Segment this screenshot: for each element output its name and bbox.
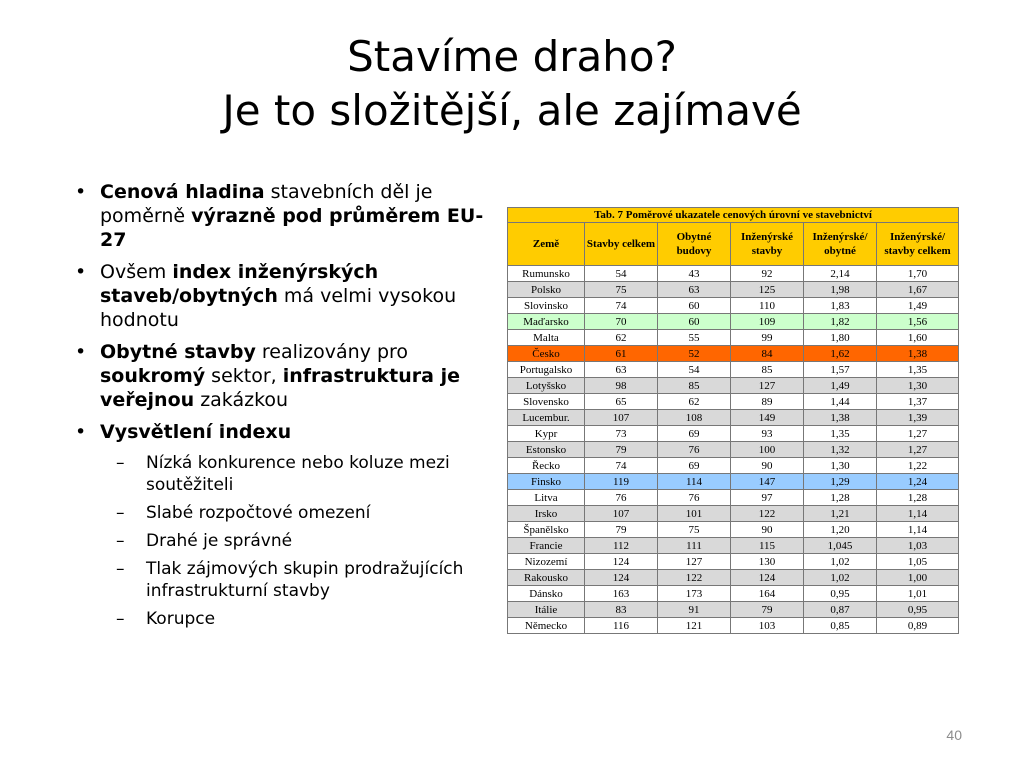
country-cell: Česko <box>508 346 585 362</box>
column-header: Stavby celkem <box>585 223 658 266</box>
value-cell: 1,24 <box>877 474 959 490</box>
value-cell: 99 <box>731 330 804 346</box>
value-cell: 85 <box>658 378 731 394</box>
value-cell: 0,85 <box>804 618 877 634</box>
value-cell: 114 <box>658 474 731 490</box>
table-row <box>508 330 959 346</box>
country-cell: Malta <box>508 330 585 346</box>
price-index-table <box>507 207 958 634</box>
value-cell: 1,30 <box>804 458 877 474</box>
value-cell: 75 <box>658 522 731 538</box>
value-cell: 122 <box>658 570 731 586</box>
value-cell: 85 <box>731 362 804 378</box>
value-cell: 1,38 <box>877 346 959 362</box>
value-cell: 89 <box>731 394 804 410</box>
value-cell: 1,20 <box>804 522 877 538</box>
value-cell: 1,00 <box>877 570 959 586</box>
value-cell: 116 <box>585 618 658 634</box>
value-cell: 1,30 <box>877 378 959 394</box>
value-cell: 98 <box>585 378 658 394</box>
table-row <box>508 522 959 538</box>
value-cell: 1,28 <box>804 490 877 506</box>
country-cell: Řecko <box>508 458 585 474</box>
page-number: 40 <box>946 727 962 743</box>
value-cell: 69 <box>658 426 731 442</box>
table-row <box>508 442 959 458</box>
value-cell: 1,35 <box>804 426 877 442</box>
sub-bullet: – Slabé rozpočtové omezení <box>75 502 495 524</box>
value-cell: 43 <box>658 266 731 282</box>
value-cell: 74 <box>585 458 658 474</box>
value-cell: 69 <box>658 458 731 474</box>
sub-bullet: – Nízká konkurence nebo koluze mezi soutěžiteli <box>75 452 495 496</box>
value-cell: 110 <box>731 298 804 314</box>
value-cell: 1,21 <box>804 506 877 522</box>
value-cell: 75 <box>585 282 658 298</box>
country-cell: Lucembur. <box>508 410 585 426</box>
country-cell: Itálie <box>508 602 585 618</box>
column-header: Obytné budovy <box>658 223 731 266</box>
value-cell: 112 <box>585 538 658 554</box>
value-cell: 0,95 <box>804 586 877 602</box>
value-cell: 163 <box>585 586 658 602</box>
value-cell: 52 <box>658 346 731 362</box>
value-cell: 2,14 <box>804 266 877 282</box>
value-cell: 122 <box>731 506 804 522</box>
title-line-2: Je to složitější, ale zajímavé <box>222 86 802 135</box>
value-cell: 84 <box>731 346 804 362</box>
column-header: Inženýrské/ obytné <box>804 223 877 266</box>
value-cell: 127 <box>731 378 804 394</box>
table-row <box>508 474 959 490</box>
value-cell: 1,14 <box>877 506 959 522</box>
value-cell: 97 <box>731 490 804 506</box>
value-cell: 100 <box>731 442 804 458</box>
value-cell: 90 <box>731 458 804 474</box>
value-cell: 61 <box>585 346 658 362</box>
country-cell: Slovensko <box>508 394 585 410</box>
value-cell: 1,56 <box>877 314 959 330</box>
country-cell: Portugalsko <box>508 362 585 378</box>
country-cell: Polsko <box>508 282 585 298</box>
value-cell: 130 <box>731 554 804 570</box>
value-cell: 65 <box>585 394 658 410</box>
value-cell: 103 <box>731 618 804 634</box>
value-cell: 1,49 <box>877 298 959 314</box>
value-cell: 1,03 <box>877 538 959 554</box>
table-row <box>508 602 959 618</box>
sub-bullet: – Korupce <box>75 608 495 630</box>
value-cell: 90 <box>731 522 804 538</box>
value-cell: 1,38 <box>804 410 877 426</box>
value-cell: 1,82 <box>804 314 877 330</box>
value-cell: 127 <box>658 554 731 570</box>
value-cell: 1,27 <box>877 426 959 442</box>
value-cell: 1,44 <box>804 394 877 410</box>
table-row <box>508 378 959 394</box>
value-cell: 124 <box>585 554 658 570</box>
value-cell: 60 <box>658 298 731 314</box>
country-cell: Lotyšsko <box>508 378 585 394</box>
country-cell: Francie <box>508 538 585 554</box>
value-cell: 1,28 <box>877 490 959 506</box>
country-cell: Španělsko <box>508 522 585 538</box>
table-row <box>508 426 959 442</box>
value-cell: 125 <box>731 282 804 298</box>
value-cell: 1,39 <box>877 410 959 426</box>
country-cell: Nizozemí <box>508 554 585 570</box>
value-cell: 73 <box>585 426 658 442</box>
table-row <box>508 458 959 474</box>
value-cell: 149 <box>731 410 804 426</box>
value-cell: 76 <box>658 490 731 506</box>
value-cell: 1,02 <box>804 554 877 570</box>
table-row <box>508 314 959 330</box>
value-cell: 124 <box>585 570 658 586</box>
value-cell: 164 <box>731 586 804 602</box>
value-cell: 1,32 <box>804 442 877 458</box>
country-cell: Rumunsko <box>508 266 585 282</box>
value-cell: 115 <box>731 538 804 554</box>
value-cell: 62 <box>658 394 731 410</box>
table-row <box>508 618 959 634</box>
table-row <box>508 394 959 410</box>
table-row <box>508 554 959 570</box>
country-cell: Slovinsko <box>508 298 585 314</box>
value-cell: 70 <box>585 314 658 330</box>
value-cell: 76 <box>658 442 731 458</box>
value-cell: 1,67 <box>877 282 959 298</box>
value-cell: 107 <box>585 506 658 522</box>
table-caption: Tab. 7 Poměrové ukazatele cenových úrovní ve stavebnictví <box>508 208 959 223</box>
table-body <box>508 266 959 634</box>
country-cell: Litva <box>508 490 585 506</box>
value-cell: 79 <box>585 522 658 538</box>
value-cell: 74 <box>585 298 658 314</box>
value-cell: 1,83 <box>804 298 877 314</box>
country-cell: Německo <box>508 618 585 634</box>
value-cell: 1,80 <box>804 330 877 346</box>
value-cell: 83 <box>585 602 658 618</box>
value-cell: 92 <box>731 266 804 282</box>
data-table <box>507 207 959 634</box>
bullet-engineering-index: • Ovšem index inženýrských staveb/obytných má velmi vysokou hodnotu <box>75 260 495 332</box>
value-cell: 1,60 <box>877 330 959 346</box>
sub-bullet: – Drahé je správné <box>75 530 495 552</box>
country-cell: Estonsko <box>508 442 585 458</box>
value-cell: 1,27 <box>877 442 959 458</box>
value-cell: 1,045 <box>804 538 877 554</box>
table-header-row <box>508 223 959 266</box>
value-cell: 79 <box>731 602 804 618</box>
value-cell: 108 <box>658 410 731 426</box>
value-cell: 1,37 <box>877 394 959 410</box>
slide-title <box>60 30 964 138</box>
value-cell: 1,22 <box>877 458 959 474</box>
value-cell: 1,57 <box>804 362 877 378</box>
value-cell: 1,98 <box>804 282 877 298</box>
table-row <box>508 538 959 554</box>
value-cell: 1,14 <box>877 522 959 538</box>
value-cell: 54 <box>585 266 658 282</box>
country-cell: Dánsko <box>508 586 585 602</box>
table-row <box>508 586 959 602</box>
value-cell: 63 <box>658 282 731 298</box>
table-row <box>508 506 959 522</box>
value-cell: 93 <box>731 426 804 442</box>
value-cell: 54 <box>658 362 731 378</box>
value-cell: 0,95 <box>877 602 959 618</box>
bullet-price-level: • Cenová hladina stavebních děl je poměrně výrazně pod průměrem EU-27 <box>75 180 495 252</box>
country-cell: Finsko <box>508 474 585 490</box>
value-cell: 1,35 <box>877 362 959 378</box>
table-row <box>508 298 959 314</box>
value-cell: 55 <box>658 330 731 346</box>
table-row <box>508 570 959 586</box>
column-header: Inženýrské/ stavby celkem <box>877 223 959 266</box>
value-cell: 1,29 <box>804 474 877 490</box>
value-cell: 124 <box>731 570 804 586</box>
bullet-residential: • Obytné stavby realizovány pro soukromý sektor, infrastruktura je veřejnou zakázkou <box>75 340 495 412</box>
table-row <box>508 346 959 362</box>
value-cell: 1,01 <box>877 586 959 602</box>
value-cell: 63 <box>585 362 658 378</box>
country-cell: Maďarsko <box>508 314 585 330</box>
country-cell: Rakousko <box>508 570 585 586</box>
country-cell: Irsko <box>508 506 585 522</box>
value-cell: 147 <box>731 474 804 490</box>
value-cell: 111 <box>658 538 731 554</box>
value-cell: 62 <box>585 330 658 346</box>
value-cell: 101 <box>658 506 731 522</box>
value-cell: 76 <box>585 490 658 506</box>
table-row <box>508 490 959 506</box>
value-cell: 107 <box>585 410 658 426</box>
value-cell: 60 <box>658 314 731 330</box>
value-cell: 1,02 <box>804 570 877 586</box>
value-cell: 119 <box>585 474 658 490</box>
sub-bullet: – Tlak zájmových skupin prodražujících infrastrukturní stavby <box>75 558 495 602</box>
title-line-1: Stavíme draho? <box>347 32 677 81</box>
bullet-index-explanation: • Vysvětlení indexu <box>75 420 495 444</box>
value-cell: 1,70 <box>877 266 959 282</box>
value-cell: 1,05 <box>877 554 959 570</box>
bullet-list <box>75 180 495 636</box>
table-row <box>508 410 959 426</box>
table-row <box>508 282 959 298</box>
value-cell: 173 <box>658 586 731 602</box>
country-cell: Kypr <box>508 426 585 442</box>
table-row <box>508 362 959 378</box>
value-cell: 121 <box>658 618 731 634</box>
value-cell: 109 <box>731 314 804 330</box>
value-cell: 79 <box>585 442 658 458</box>
value-cell: 91 <box>658 602 731 618</box>
value-cell: 1,62 <box>804 346 877 362</box>
value-cell: 0,89 <box>877 618 959 634</box>
value-cell: 1,49 <box>804 378 877 394</box>
column-header: Země <box>508 223 585 266</box>
table-row <box>508 266 959 282</box>
column-header: Inženýrské stavby <box>731 223 804 266</box>
value-cell: 0,87 <box>804 602 877 618</box>
